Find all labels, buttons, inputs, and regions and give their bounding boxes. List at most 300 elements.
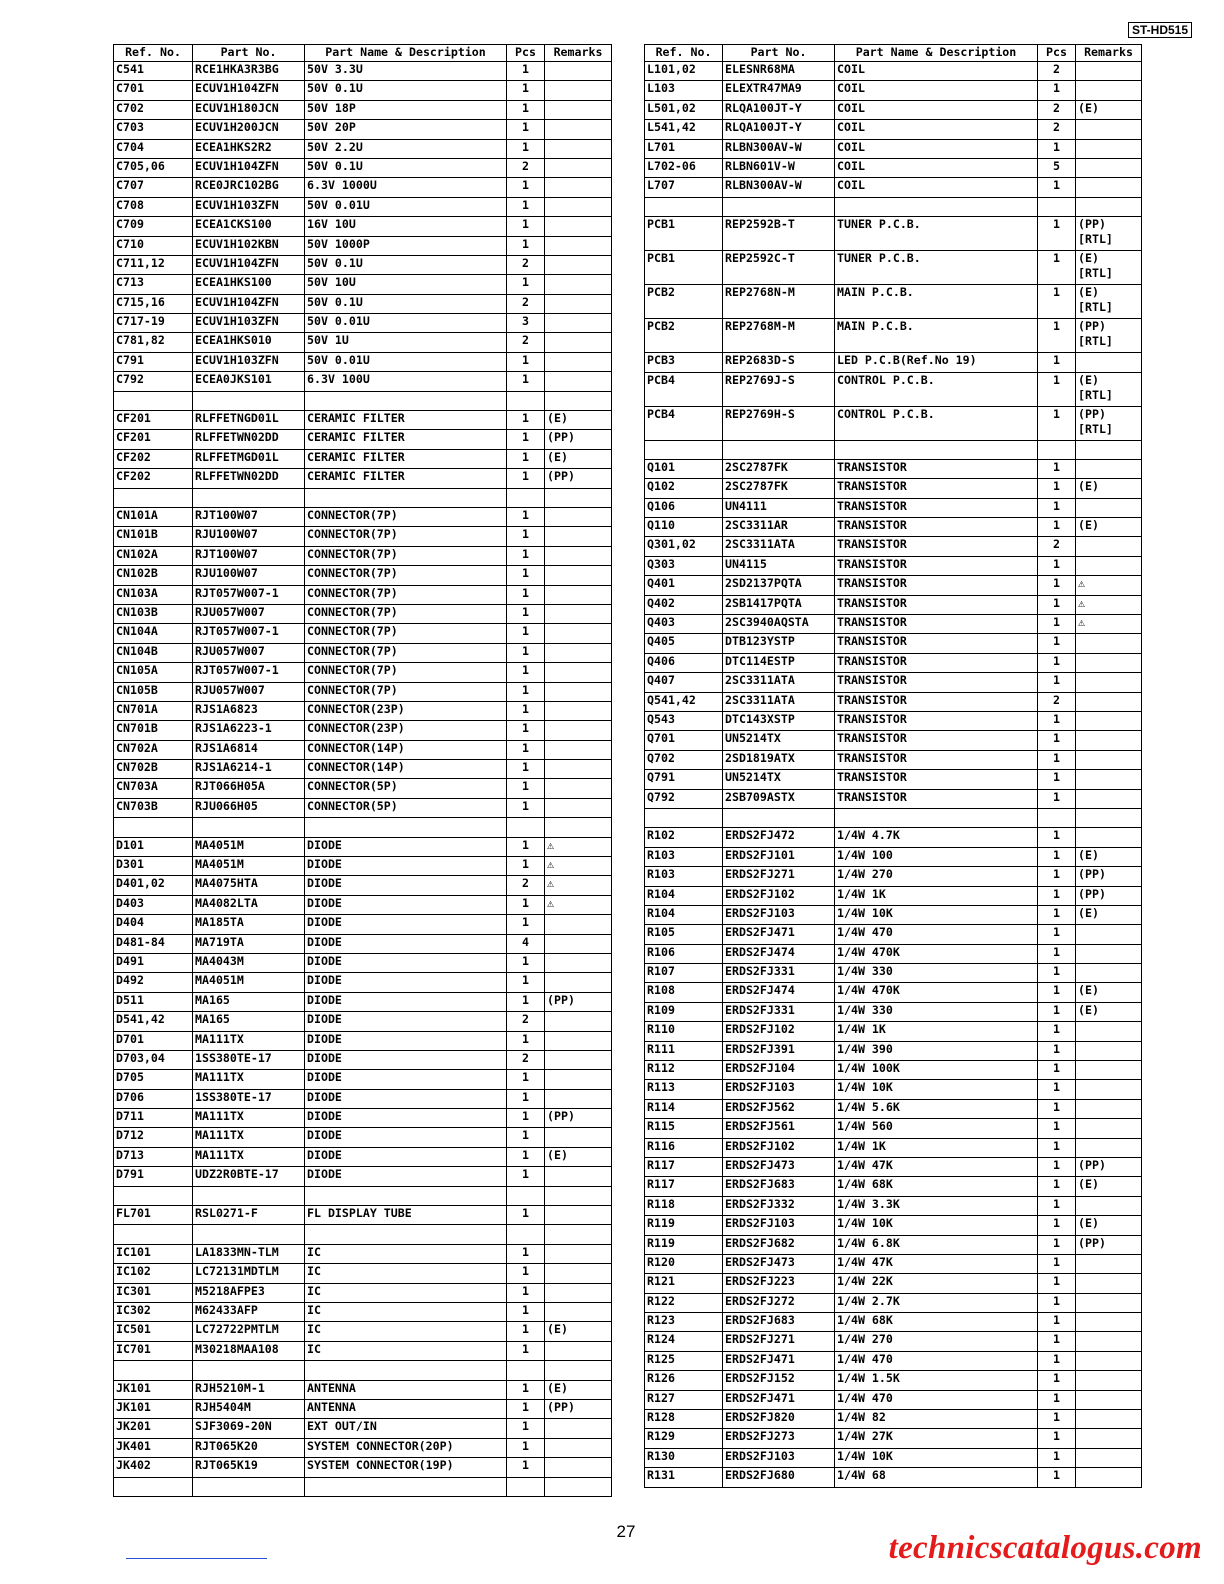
ref-no-cell: R129 [645, 1429, 723, 1448]
table-row [114, 895, 612, 914]
part-no-cell: RJS1A6223-1 [193, 721, 305, 740]
part-no-cell: ECUV1H103ZFN [193, 197, 305, 216]
description-cell: 1/4W 3.3K [835, 1196, 1038, 1215]
pcs-cell: 1 [1038, 1448, 1076, 1467]
table-row [645, 1002, 1142, 1021]
table-row [114, 100, 612, 119]
part-no-cell: ECUV1H102KBN [193, 236, 305, 255]
part-no-cell: LC72131MDTLM [193, 1264, 305, 1283]
table-row [645, 944, 1142, 963]
ref-no-cell [114, 1225, 193, 1244]
ref-no-cell: R120 [645, 1254, 723, 1273]
table-row [645, 251, 1142, 285]
description-cell: DIODE [305, 1089, 507, 1108]
pcs-cell: 1 [507, 1109, 545, 1128]
remarks-cell: (E) [RTL] [1076, 285, 1142, 319]
part-no-cell: ERDS2FJ682 [723, 1235, 835, 1254]
pcs-cell: 1 [1038, 711, 1076, 730]
part-no-cell [193, 488, 305, 507]
table-row [645, 1216, 1142, 1235]
table-row [114, 1012, 612, 1031]
table-row [645, 1235, 1142, 1254]
pcs-cell: 1 [507, 566, 545, 585]
remarks-cell [545, 643, 612, 662]
ref-no-cell: Q301,02 [645, 537, 723, 556]
description-cell: FL DISPLAY TUBE [305, 1206, 507, 1225]
table-row [114, 81, 612, 100]
description-cell: DIODE [305, 992, 507, 1011]
table-row [645, 1041, 1142, 1060]
part-no-cell: ECUV1H103ZFN [193, 352, 305, 371]
table-row [645, 537, 1142, 556]
description-cell: TRANSISTOR [835, 750, 1038, 769]
part-no-cell: DTB123YSTP [723, 634, 835, 653]
part-no-cell: ERDS2FJ102 [723, 1138, 835, 1157]
description-cell: CONTROL P.C.B. [835, 372, 1038, 406]
remarks-cell: (E) [545, 1380, 612, 1399]
part-no-cell: ERDS2FJ273 [723, 1429, 835, 1448]
description-cell [305, 488, 507, 507]
pcs-cell: 1 [507, 469, 545, 488]
pcs-cell: 1 [507, 178, 545, 197]
table-header-row [114, 45, 612, 62]
col-part-no: Part No. [723, 45, 835, 62]
pcs-cell: 1 [1038, 1216, 1076, 1235]
ref-no-cell: C791 [114, 352, 193, 371]
remarks-cell [545, 663, 612, 682]
description-cell: TRANSISTOR [835, 537, 1038, 556]
pcs-cell: 2 [507, 158, 545, 177]
pcs-cell: 2 [1038, 62, 1076, 81]
part-no-cell: ERDS2FJ471 [723, 1390, 835, 1409]
pcs-cell: 1 [507, 236, 545, 255]
pcs-cell: 1 [507, 1089, 545, 1108]
table-row [114, 1361, 612, 1380]
table-row [114, 663, 612, 682]
table-row [114, 1380, 612, 1399]
description-cell: 1/4W 82 [835, 1410, 1038, 1429]
pcs-cell: 1 [507, 546, 545, 565]
part-no-cell: RJU100W07 [193, 566, 305, 585]
table-row [114, 1264, 612, 1283]
part-no-cell: RJT057W007-1 [193, 624, 305, 643]
part-no-cell: ERDS2FJ683 [723, 1177, 835, 1196]
table-row [645, 847, 1142, 866]
part-no-cell [193, 818, 305, 837]
part-no-cell: M5218AFPE3 [193, 1283, 305, 1302]
part-no-cell: RJH5210M-1 [193, 1380, 305, 1399]
remarks-cell: (E) [545, 1147, 612, 1166]
remarks-cell [545, 953, 612, 972]
remarks-cell [545, 1244, 612, 1263]
description-cell: 1/4W 270 [835, 867, 1038, 886]
part-no-cell: MA111TX [193, 1109, 305, 1128]
part-no-cell: REP2768M-M [723, 319, 835, 353]
remarks-cell [1076, 1468, 1142, 1487]
table-row [114, 566, 612, 585]
part-no-cell: REP2592B-T [723, 217, 835, 251]
part-no-cell: ERDS2FJ474 [723, 944, 835, 963]
description-cell: COIL [835, 158, 1038, 177]
description-cell: DIODE [305, 1147, 507, 1166]
description-cell: SYSTEM CONNECTOR(19P) [305, 1458, 507, 1477]
ref-no-cell: PCB4 [645, 372, 723, 406]
part-no-cell: UN5214TX [723, 770, 835, 789]
pcs-cell: 1 [507, 837, 545, 856]
remarks-cell [1076, 498, 1142, 517]
ref-no-cell: Q102 [645, 479, 723, 498]
remarks-cell [545, 1128, 612, 1147]
table-row [645, 1429, 1142, 1448]
part-no-cell: RLBN601V-W [723, 158, 835, 177]
table-row [114, 760, 612, 779]
table-row [645, 158, 1142, 177]
part-no-cell: RJT057W007-1 [193, 663, 305, 682]
part-no-cell: MA4051M [193, 837, 305, 856]
table-row [645, 479, 1142, 498]
table-row [114, 1244, 612, 1263]
description-cell: CONNECTOR(23P) [305, 721, 507, 740]
remarks-cell [545, 178, 612, 197]
table-row [114, 934, 612, 953]
description-cell: 1/4W 22K [835, 1274, 1038, 1293]
remarks-cell [545, 798, 612, 817]
ref-no-cell: CN102A [114, 546, 193, 565]
description-cell: DIODE [305, 876, 507, 895]
parts-table-right [644, 44, 1142, 1488]
pcs-cell [507, 1361, 545, 1380]
ref-no-cell: CN701B [114, 721, 193, 740]
part-no-cell: RJU066H05 [193, 798, 305, 817]
pcs-cell: 1 [507, 139, 545, 158]
part-no-cell: ERDS2FJ820 [723, 1410, 835, 1429]
part-no-cell: MA4043M [193, 953, 305, 972]
table-row [645, 886, 1142, 905]
remarks-cell: (E) [1076, 479, 1142, 498]
table-row [645, 1410, 1142, 1429]
remarks-cell [545, 139, 612, 158]
col-ref-no: Ref. No. [645, 45, 723, 62]
part-no-cell: ECEA1HKS100 [193, 275, 305, 294]
table-row [114, 876, 612, 895]
ref-no-cell: CN101B [114, 527, 193, 546]
table-row [645, 750, 1142, 769]
remarks-cell [1076, 1080, 1142, 1099]
ref-no-cell: R105 [645, 925, 723, 944]
remarks-cell [1076, 711, 1142, 730]
table-row [114, 837, 612, 856]
ref-no-cell: R103 [645, 867, 723, 886]
part-no-cell: ECUV1H200JCN [193, 120, 305, 139]
part-no-cell: SJF3069-20N [193, 1419, 305, 1438]
remarks-cell: (E) [1076, 100, 1142, 119]
pcs-cell: 2 [507, 294, 545, 313]
description-cell: 1/4W 27K [835, 1429, 1038, 1448]
table-row [114, 1225, 612, 1244]
remarks-cell [545, 120, 612, 139]
table-row [645, 62, 1142, 81]
remarks-cell [1076, 925, 1142, 944]
description-cell: CONNECTOR(7P) [305, 546, 507, 565]
description-cell: 1/4W 1K [835, 1022, 1038, 1041]
ref-no-cell: CN703A [114, 779, 193, 798]
ref-no-cell [114, 1477, 193, 1496]
ref-no-cell: R118 [645, 1196, 723, 1215]
description-cell: TUNER P.C.B. [835, 251, 1038, 285]
ref-no-cell: D541,42 [114, 1012, 193, 1031]
pcs-cell: 1 [507, 507, 545, 526]
remarks-cell [545, 624, 612, 643]
remarks-cell [545, 255, 612, 274]
part-no-cell: ECEA1HKS2R2 [193, 139, 305, 158]
part-no-cell: ERDS2FJ103 [723, 1080, 835, 1099]
remarks-cell [545, 740, 612, 759]
ref-no-cell: D403 [114, 895, 193, 914]
description-cell: DIODE [305, 1167, 507, 1186]
ref-no-cell: C703 [114, 120, 193, 139]
ref-no-cell: CN703B [114, 798, 193, 817]
col-remarks: Remarks [545, 45, 612, 62]
col-description: Part Name & Description [305, 45, 507, 62]
pcs-cell: 5 [1038, 158, 1076, 177]
remarks-cell: (E) [545, 1322, 612, 1341]
remarks-cell [1076, 459, 1142, 478]
table-row [645, 1080, 1142, 1099]
remarks-cell [545, 546, 612, 565]
ref-no-cell: C701 [114, 81, 193, 100]
part-no-cell: RJU100W07 [193, 527, 305, 546]
pcs-cell: 1 [507, 682, 545, 701]
table-row [114, 1070, 612, 1089]
table-row [645, 459, 1142, 478]
table-row [114, 1322, 612, 1341]
description-cell: EXT OUT/IN [305, 1419, 507, 1438]
table-row [645, 1351, 1142, 1370]
table-row [645, 964, 1142, 983]
part-no-cell: RLFFETWN02DD [193, 430, 305, 449]
description-cell: IC [305, 1244, 507, 1263]
pcs-cell: 1 [507, 372, 545, 391]
part-no-cell: ERDS2FJ331 [723, 1002, 835, 1021]
remarks-cell [1076, 944, 1142, 963]
table-row [645, 197, 1142, 216]
pcs-cell: 1 [1038, 731, 1076, 750]
pcs-cell: 1 [1038, 1061, 1076, 1080]
ref-no-cell: R119 [645, 1235, 723, 1254]
part-no-cell: 2SB709ASTX [723, 789, 835, 808]
ref-no-cell: Q101 [645, 459, 723, 478]
description-cell: CONNECTOR(5P) [305, 779, 507, 798]
remarks-cell [1076, 1429, 1142, 1448]
pcs-cell: 1 [507, 1303, 545, 1322]
part-no-cell: ERDS2FJ471 [723, 925, 835, 944]
ref-no-cell: CF201 [114, 430, 193, 449]
pcs-cell: 2 [507, 255, 545, 274]
remarks-cell [1076, 1099, 1142, 1118]
table-row [114, 527, 612, 546]
remarks-cell [545, 915, 612, 934]
pcs-cell: 1 [507, 1419, 545, 1438]
table-row [114, 701, 612, 720]
description-cell: TRANSISTOR [835, 556, 1038, 575]
description-cell: DIODE [305, 1012, 507, 1031]
description-cell: 1/4W 68 [835, 1468, 1038, 1487]
part-no-cell: ERDS2FJ474 [723, 983, 835, 1002]
table-row [645, 673, 1142, 692]
part-no-cell: ECUV1H104ZFN [193, 255, 305, 274]
ref-no-cell: D711 [114, 1109, 193, 1128]
pcs-cell: 1 [507, 1399, 545, 1418]
ref-no-cell: JK402 [114, 1458, 193, 1477]
table-row [645, 178, 1142, 197]
table-row [114, 1167, 612, 1186]
remarks-cell [545, 507, 612, 526]
ref-no-cell: D404 [114, 915, 193, 934]
remarks-cell [1076, 808, 1142, 827]
description-cell: 1/4W 470 [835, 925, 1038, 944]
pcs-cell: 1 [507, 62, 545, 81]
description-cell: SYSTEM CONNECTOR(20P) [305, 1438, 507, 1457]
table-row [645, 595, 1142, 614]
description-cell: DIODE [305, 1109, 507, 1128]
part-no-cell [193, 1186, 305, 1205]
table-row [645, 1119, 1142, 1138]
ref-no-cell: R124 [645, 1332, 723, 1351]
part-no-cell: ECUV1H104ZFN [193, 81, 305, 100]
pcs-cell [1038, 808, 1076, 827]
table-row [114, 1050, 612, 1069]
pcs-cell: 1 [507, 701, 545, 720]
ref-no-cell: R103 [645, 847, 723, 866]
ref-no-cell: C713 [114, 275, 193, 294]
remarks-cell [1076, 1274, 1142, 1293]
ref-no-cell: D712 [114, 1128, 193, 1147]
description-cell: TRANSISTOR [835, 518, 1038, 537]
pcs-cell: 1 [1038, 498, 1076, 517]
pcs-cell: 1 [1038, 518, 1076, 537]
remarks-cell: (PP) [545, 1109, 612, 1128]
col-description: Part Name & Description [835, 45, 1038, 62]
pcs-cell: 1 [1038, 1235, 1076, 1254]
col-part-no: Part No. [193, 45, 305, 62]
ref-no-cell: C704 [114, 139, 193, 158]
ref-no-cell: D401,02 [114, 876, 193, 895]
table-row [114, 507, 612, 526]
description-cell: DIODE [305, 1128, 507, 1147]
table-row [645, 711, 1142, 730]
description-cell: TRANSISTOR [835, 731, 1038, 750]
part-no-cell: RLQA100JT-Y [723, 120, 835, 139]
table-row [645, 789, 1142, 808]
part-no-cell: 2SC3940AQSTA [723, 615, 835, 634]
col-ref-no: Ref. No. [114, 45, 193, 62]
part-no-cell: MA165 [193, 1012, 305, 1031]
remarks-cell [545, 1070, 612, 1089]
table-row [114, 1109, 612, 1128]
remarks-cell [545, 1419, 612, 1438]
remarks-cell [1076, 556, 1142, 575]
remarks-cell [545, 1031, 612, 1050]
part-no-cell: ECEA1CKS100 [193, 217, 305, 236]
remarks-cell: (PP) [545, 469, 612, 488]
website-watermark: technicscatalogus.com [888, 1530, 1202, 1566]
pcs-cell: 1 [1038, 983, 1076, 1002]
pcs-cell: 1 [1038, 1099, 1076, 1118]
remarks-cell [1076, 158, 1142, 177]
description-cell: TUNER P.C.B. [835, 217, 1038, 251]
remarks-cell: ⚠ [545, 876, 612, 895]
pcs-cell: 1 [1038, 925, 1076, 944]
table-row [114, 973, 612, 992]
description-cell: COIL [835, 139, 1038, 158]
pcs-cell: 1 [507, 973, 545, 992]
remarks-cell [1076, 1371, 1142, 1390]
part-no-cell: ERDS2FJ223 [723, 1274, 835, 1293]
part-no-cell: RJT100W07 [193, 507, 305, 526]
description-cell: 1/4W 10K [835, 1216, 1038, 1235]
ref-no-cell: IC102 [114, 1264, 193, 1283]
pcs-cell: 1 [1038, 319, 1076, 353]
table-row [645, 1196, 1142, 1215]
remarks-cell [1076, 62, 1142, 81]
table-row [114, 391, 612, 410]
pcs-cell [507, 1477, 545, 1496]
remarks-cell [1076, 1061, 1142, 1080]
table-row [645, 440, 1142, 459]
pcs-cell: 1 [1038, 595, 1076, 614]
pcs-cell: 1 [1038, 576, 1076, 595]
remarks-cell [545, 391, 612, 410]
pcs-cell: 2 [1038, 120, 1076, 139]
description-cell: 50V 0.1U [305, 255, 507, 274]
part-no-cell: M30218MAA108 [193, 1341, 305, 1360]
part-no-cell: REP2592C-T [723, 251, 835, 285]
table-row [114, 604, 612, 623]
pcs-cell: 1 [507, 624, 545, 643]
footer-divider [126, 1558, 267, 1559]
remarks-cell [545, 1264, 612, 1283]
table-row [645, 1332, 1142, 1351]
description-cell: 1/4W 1K [835, 886, 1038, 905]
table-row [645, 319, 1142, 353]
pcs-cell [507, 818, 545, 837]
description-cell: COIL [835, 81, 1038, 100]
part-no-cell: RJU057W007 [193, 643, 305, 662]
pcs-cell: 2 [1038, 100, 1076, 119]
ref-no-cell: IC101 [114, 1244, 193, 1263]
table-row [114, 818, 612, 837]
table-row [645, 1138, 1142, 1157]
description-cell: 16V 10U [305, 217, 507, 236]
pcs-cell: 1 [507, 120, 545, 139]
part-no-cell: ERDS2FJ680 [723, 1468, 835, 1487]
part-no-cell: 2SC3311ATA [723, 537, 835, 556]
ref-no-cell [645, 197, 723, 216]
pcs-cell: 1 [1038, 1274, 1076, 1293]
pcs-cell [507, 488, 545, 507]
part-no-cell: RLQA100JT-Y [723, 100, 835, 119]
remarks-cell: (PP) [545, 992, 612, 1011]
remarks-cell [1076, 1313, 1142, 1332]
ref-no-cell: R107 [645, 964, 723, 983]
description-cell: IC [305, 1303, 507, 1322]
pcs-cell: 1 [507, 352, 545, 371]
table-row [645, 1448, 1142, 1467]
part-no-cell: RLFFETNGD01L [193, 411, 305, 430]
pcs-cell: 1 [507, 411, 545, 430]
part-no-cell: RLBN300AV-W [723, 178, 835, 197]
table-row [645, 518, 1142, 537]
